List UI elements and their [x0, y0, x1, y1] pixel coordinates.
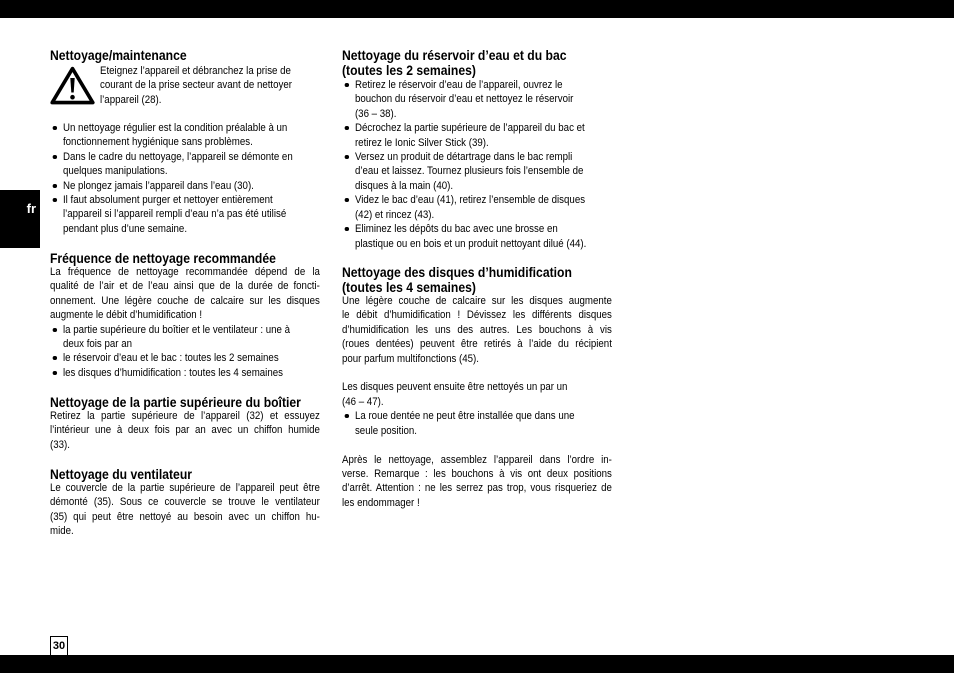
heading-maintenance: Nettoyage/maintenance	[50, 47, 187, 63]
text-line: mide.	[50, 525, 74, 538]
section-maintenance-heading	[50, 48, 320, 63]
list-item	[50, 351, 320, 365]
bullet-icon	[53, 126, 57, 130]
text-line: La fréquence de nettoyage recommandée dépend de la	[50, 265, 320, 278]
heading-frequency: Fréquence de nettoyage recommandée	[50, 250, 276, 266]
list-item	[50, 193, 320, 236]
text-line: Retirez le réservoir d’eau de l’appareil, ouvrez le	[354, 78, 563, 91]
section-tank-heading	[342, 48, 612, 78]
text-line: courant de la prise secteur avant de nettoyer	[99, 79, 292, 92]
heading-discs-interval: (toutes les 4 semaines)	[342, 279, 476, 295]
text-line: (36 – 38).	[354, 107, 397, 120]
text-line: seule position.	[354, 424, 417, 437]
text-line: d’humidification les uns des autres. Les bouchons à vis	[342, 323, 612, 336]
bullet-icon	[53, 356, 57, 360]
list-item	[50, 366, 320, 380]
section-housing-heading	[50, 395, 320, 410]
text-line: (33).	[50, 438, 70, 451]
assembly-paragraph	[342, 453, 612, 511]
bullet-icon	[345, 83, 349, 87]
text-line: verse. Remarque : les bouchons à vis ont deux positions	[342, 468, 612, 481]
language-label: fr	[26, 201, 36, 216]
text-line: Eliminez les dépôts du bac avec une brosse en	[354, 223, 558, 236]
bullet-icon	[53, 184, 57, 188]
section-frequency-heading	[50, 251, 320, 266]
text-line: le réservoir d’eau et le bac : toutes les 2 semaines	[62, 352, 279, 365]
bullet-icon	[345, 198, 349, 202]
list-item	[342, 409, 612, 438]
list-item	[342, 193, 612, 222]
text-line: La roue dentée ne peut être installée que dans une	[354, 410, 575, 423]
text-line: Retirez la partie supérieure de l’appareil (32) et essuyez	[50, 409, 320, 422]
text-line: (42) et rincez (43).	[354, 208, 435, 221]
text-line: Décrochez la partie supérieure de l’appareil du bac et	[354, 122, 585, 135]
text-line: onnement. Une légère couche de calcaire sur les disques	[50, 294, 320, 307]
language-tab	[0, 190, 40, 248]
text-line: démonté (35). Sous ce couvercle se trouve le ventilateur	[50, 496, 320, 509]
text-line: fonctionnement hygiénique sans problèmes.	[62, 136, 253, 149]
housing-body	[50, 409, 320, 452]
page-number: 30	[50, 636, 68, 655]
list-item	[342, 150, 612, 193]
bottom-bar	[0, 655, 954, 673]
text-line: augmente le débit d’humidification !	[50, 309, 203, 322]
bullet-icon	[345, 155, 349, 159]
heading-discs: Nettoyage des disques d’humidification	[342, 264, 572, 280]
text-line: deux fois par an	[62, 337, 132, 350]
discs-paragraph	[342, 294, 612, 366]
heading-tank-interval: (toutes les 2 semaines)	[342, 62, 476, 78]
discs-body	[342, 294, 612, 511]
text-line: Versez un produit de détartrage dans le bac rempli	[354, 150, 573, 163]
list-item	[342, 78, 612, 121]
text-line: Un nettoyage régulier est la condition préalable à un	[62, 121, 288, 134]
right-column	[342, 0, 612, 640]
text-line: Videz le bac d’eau (41), retirez l’ensemble de disques	[354, 194, 586, 207]
list-item	[50, 121, 320, 150]
text-line: pour parfum multifonctions (45).	[342, 352, 479, 365]
warning-text	[100, 64, 320, 107]
heading-housing: Nettoyage de la partie supérieure du boîtier	[50, 394, 301, 410]
text-line: l’intérieur une à deux fois par an avec un chiffon humide	[50, 424, 320, 437]
heading-tank: Nettoyage du réservoir d’eau et du bac	[342, 47, 567, 63]
text-line: Une légère couche de calcaire sur les disques augmente	[342, 294, 612, 307]
bullet-icon	[345, 414, 349, 418]
text-line: d’eau et laissez. Tournez plusieurs fois l’ensemble de	[354, 165, 584, 178]
text-line: Ne plongez jamais l’appareil dans l’eau (30).	[62, 179, 254, 192]
list-item	[50, 150, 320, 179]
text-line: (46 – 47).	[342, 395, 384, 408]
text-line: Le couvercle de la partie supérieure de l’appareil peut être	[50, 481, 320, 494]
text-line: Dans le cadre du nettoyage, l’appareil se démonte en	[62, 150, 293, 163]
text-line: d’arrêt. Attention : ne les serrez pas trop, vous risqueriez de	[342, 482, 612, 495]
text-line: plastique ou en bois et un produit nettoyant dilué (44).	[354, 237, 587, 250]
section-discs-heading	[342, 265, 612, 295]
list-item	[342, 121, 612, 150]
frequency-body	[50, 265, 320, 381]
list-item	[342, 222, 612, 251]
list-item	[50, 323, 320, 352]
heading-fan: Nettoyage du ventilateur	[50, 466, 193, 482]
text-line: Les disques peuvent ensuite être nettoyés un par un	[342, 381, 568, 394]
bullet-icon	[345, 227, 349, 231]
discs-note	[342, 380, 612, 409]
text-line: (roues dentées) peuvent être retirés à l’aide du récipient	[342, 338, 612, 351]
maintenance-bullet-list	[50, 121, 320, 237]
text-line: les endommager !	[342, 496, 420, 509]
list-item	[50, 179, 320, 193]
text-line: l’appareil si l’appareil rempli d’eau n’a pas été utilisé	[62, 208, 287, 221]
bullet-icon	[53, 328, 57, 332]
text-line: retirez le Ionic Silver Stick (39).	[354, 136, 489, 149]
bullet-icon	[53, 198, 57, 202]
text-line: (35) qui peut être nettoyé au besoin avec un chiffon hu-	[50, 510, 320, 523]
bullet-icon	[345, 126, 349, 130]
text-line: Après le nettoyage, assemblez l’appareil dans l’ordre in-	[342, 453, 612, 466]
text-line: quelques manipulations.	[62, 165, 168, 178]
text-line: l’appareil (28).	[99, 93, 162, 106]
text-line: bouchon du réservoir d’eau et nettoyez le réservoir	[354, 93, 574, 106]
bullet-icon	[53, 155, 57, 159]
left-column	[50, 0, 320, 640]
text-line: qualité de l’air et de l’eau ainsi que de la durée de foncti-	[50, 280, 320, 293]
tank-bullet-list	[342, 78, 612, 251]
text-line: pendant plus d’une semaine.	[62, 222, 188, 235]
text-line: les disques d’humidification : toutes les 4 semaines	[62, 366, 283, 379]
text-line: Eteignez l’appareil et débranchez la prise de	[99, 64, 291, 77]
text-line: le débit d’humidification ! Dévissez les différents disques	[342, 309, 612, 322]
text-line: disques à la main (40).	[354, 179, 454, 192]
bullet-icon	[53, 371, 57, 375]
fan-body	[50, 481, 320, 539]
section-fan-heading	[50, 467, 320, 482]
text-line: la partie supérieure du boîtier et le ventilateur : une à	[62, 323, 291, 336]
text-line: Il faut absolument purger et nettoyer entièrement	[62, 193, 273, 206]
